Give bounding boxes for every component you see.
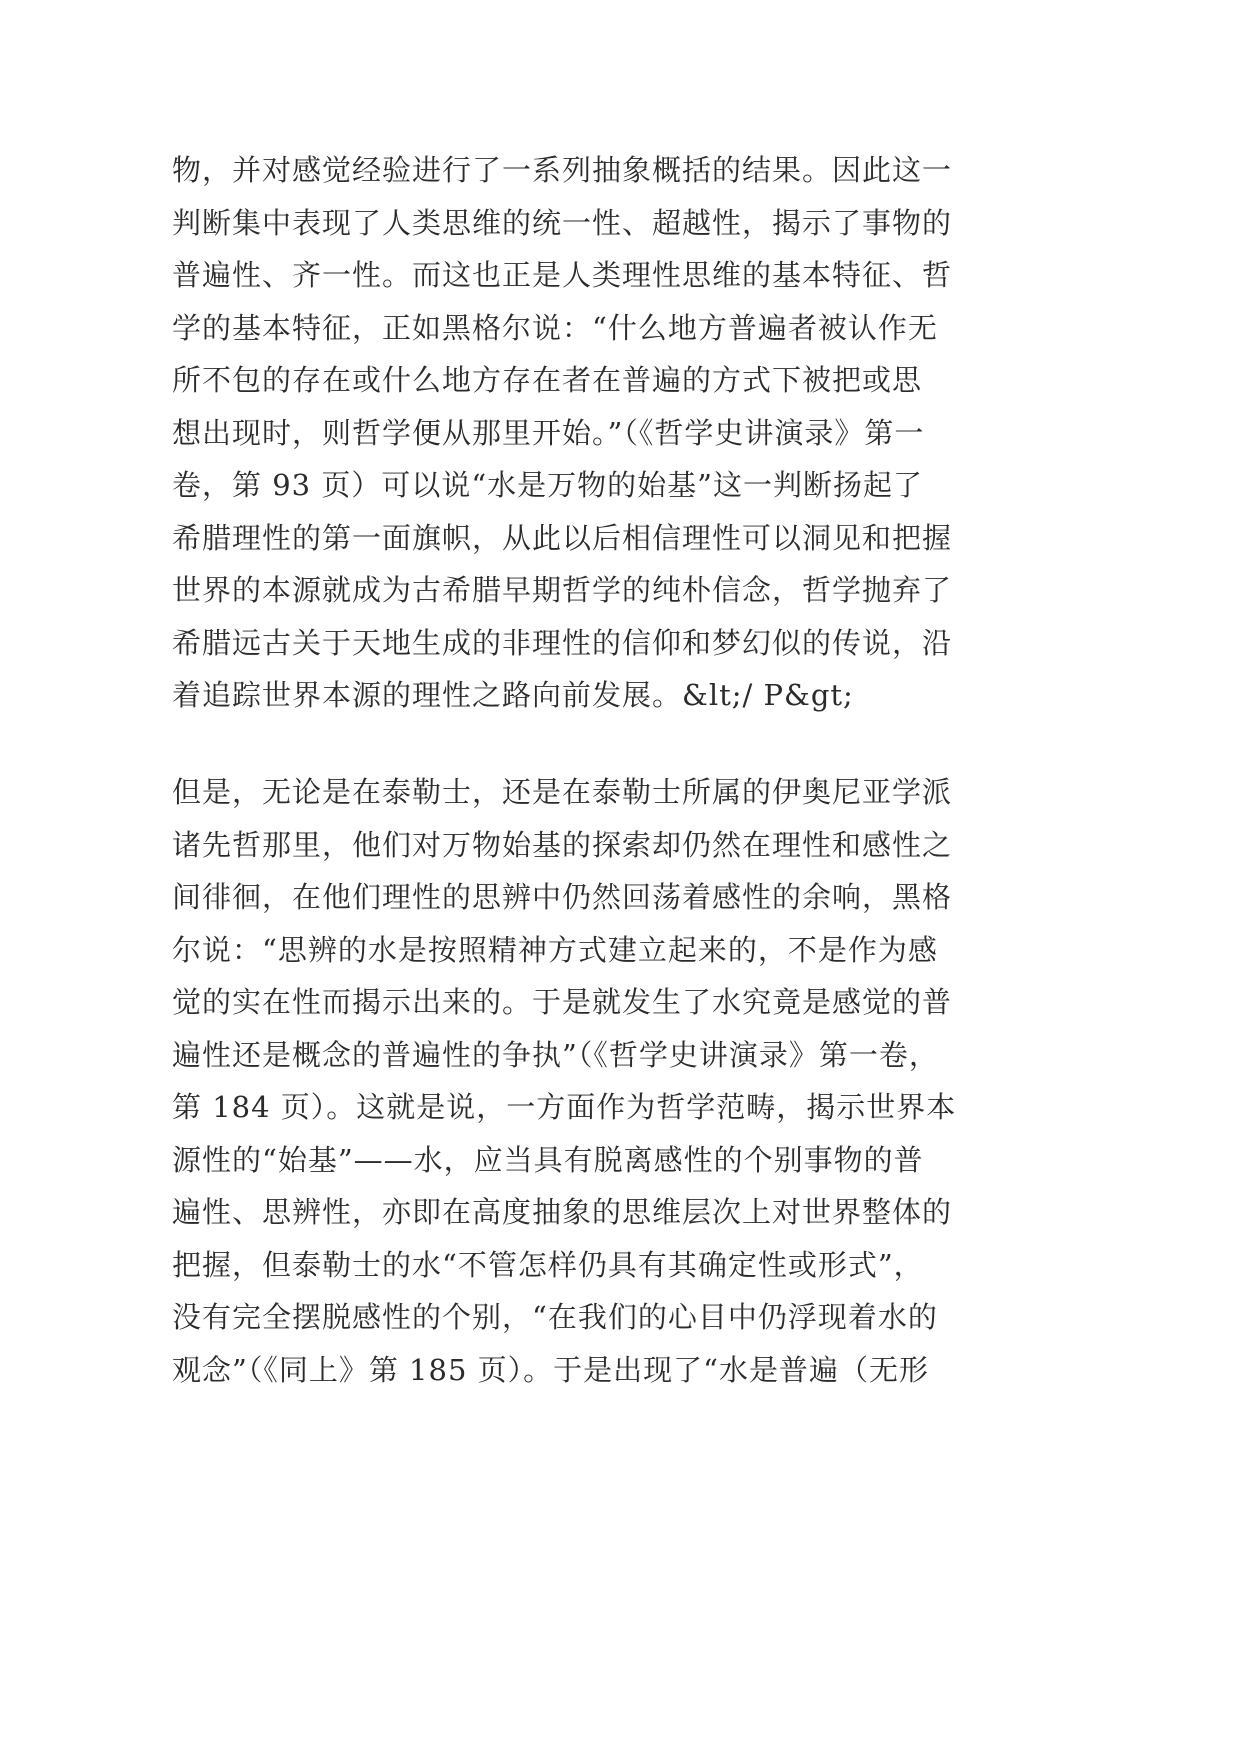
paragraph [172, 766, 957, 1396]
text-line: 着追踪世界本源的理性之路向前发展。&lt;/ P&gt; [172, 678, 854, 712]
text-line: 第 184 页）。这就是说，一方面作为哲学范畴，揭示世界本 [172, 1090, 957, 1124]
text-line: 观念”（《同上》第 185 页）。于是出现了“水是普遍（无形 [172, 1352, 929, 1387]
text-line: 把握，但泰勒士的水“不管怎样仍具有其确定性或形式”， [172, 1247, 924, 1282]
text-line: 判断集中表现了人类思维的统一性、超越性，揭示了事物的 [172, 205, 953, 240]
text-line: 想出现时，则哲学便从那里开始。”（《哲学史讲演录》第一 [172, 415, 925, 450]
text-line: 尔说：“思辨的水是按照精神方式建立起来的，不是作为感 [172, 932, 938, 967]
text-line: 卷，第 93 页）可以说“水是万物的始基”这一判断扬起了 [172, 468, 923, 502]
text-line: 但是，无论是在泰勒士，还是在泰勒士所属的伊奥尼亚学派 [172, 775, 953, 809]
text-line: 所不包的存在或什么地方存在者在普遍的方式下被把或思 [172, 363, 923, 397]
text-line: 觉的实在性而揭示出来的。于是就发生了水究竟是感觉的普 [172, 985, 953, 1019]
text-line: 世界的本源就成为古希腊早期哲学的纯朴信念，哲学抛弃了 [172, 573, 953, 607]
text-line: 遍性还是概念的普遍性的争执”（《哲学史讲演录》第一卷， [172, 1037, 939, 1072]
text-line: 没有完全摆脱感性的个别，“在我们的心目中仍浮现着水的 [172, 1300, 938, 1334]
text-line: 源性的“始基”——水，应当具有脱离感性的个别事物的普 [172, 1142, 924, 1177]
text-line: 物，并对感觉经验进行了一系列抽象概括的结果。因此这一 [172, 153, 953, 187]
paragraph [172, 144, 952, 722]
text-line: 希腊理性的第一面旗帜，从此以后相信理性可以洞见和把握 [172, 520, 953, 555]
text-line: 诸先哲那里，他们对万物始基的探索却仍然在理性和感性之 [172, 827, 953, 862]
text-line: 普遍性、齐一性。而这也正是人类理性思维的基本特征、哲 [172, 258, 953, 292]
text-line: 希腊远古关于天地生成的非理性的信仰和梦幻似的传说，沿 [172, 625, 953, 660]
text-line: 学的基本特征，正如黑格尔说：“什么地方普遍者被认作无 [172, 310, 938, 345]
text-line: 遍性、思辨性，亦即在高度抽象的思维层次上对世界整体的 [172, 1195, 953, 1229]
text-line: 间徘徊，在他们理性的思辨中仍然回荡着感性的余响，黑格 [172, 880, 953, 914]
